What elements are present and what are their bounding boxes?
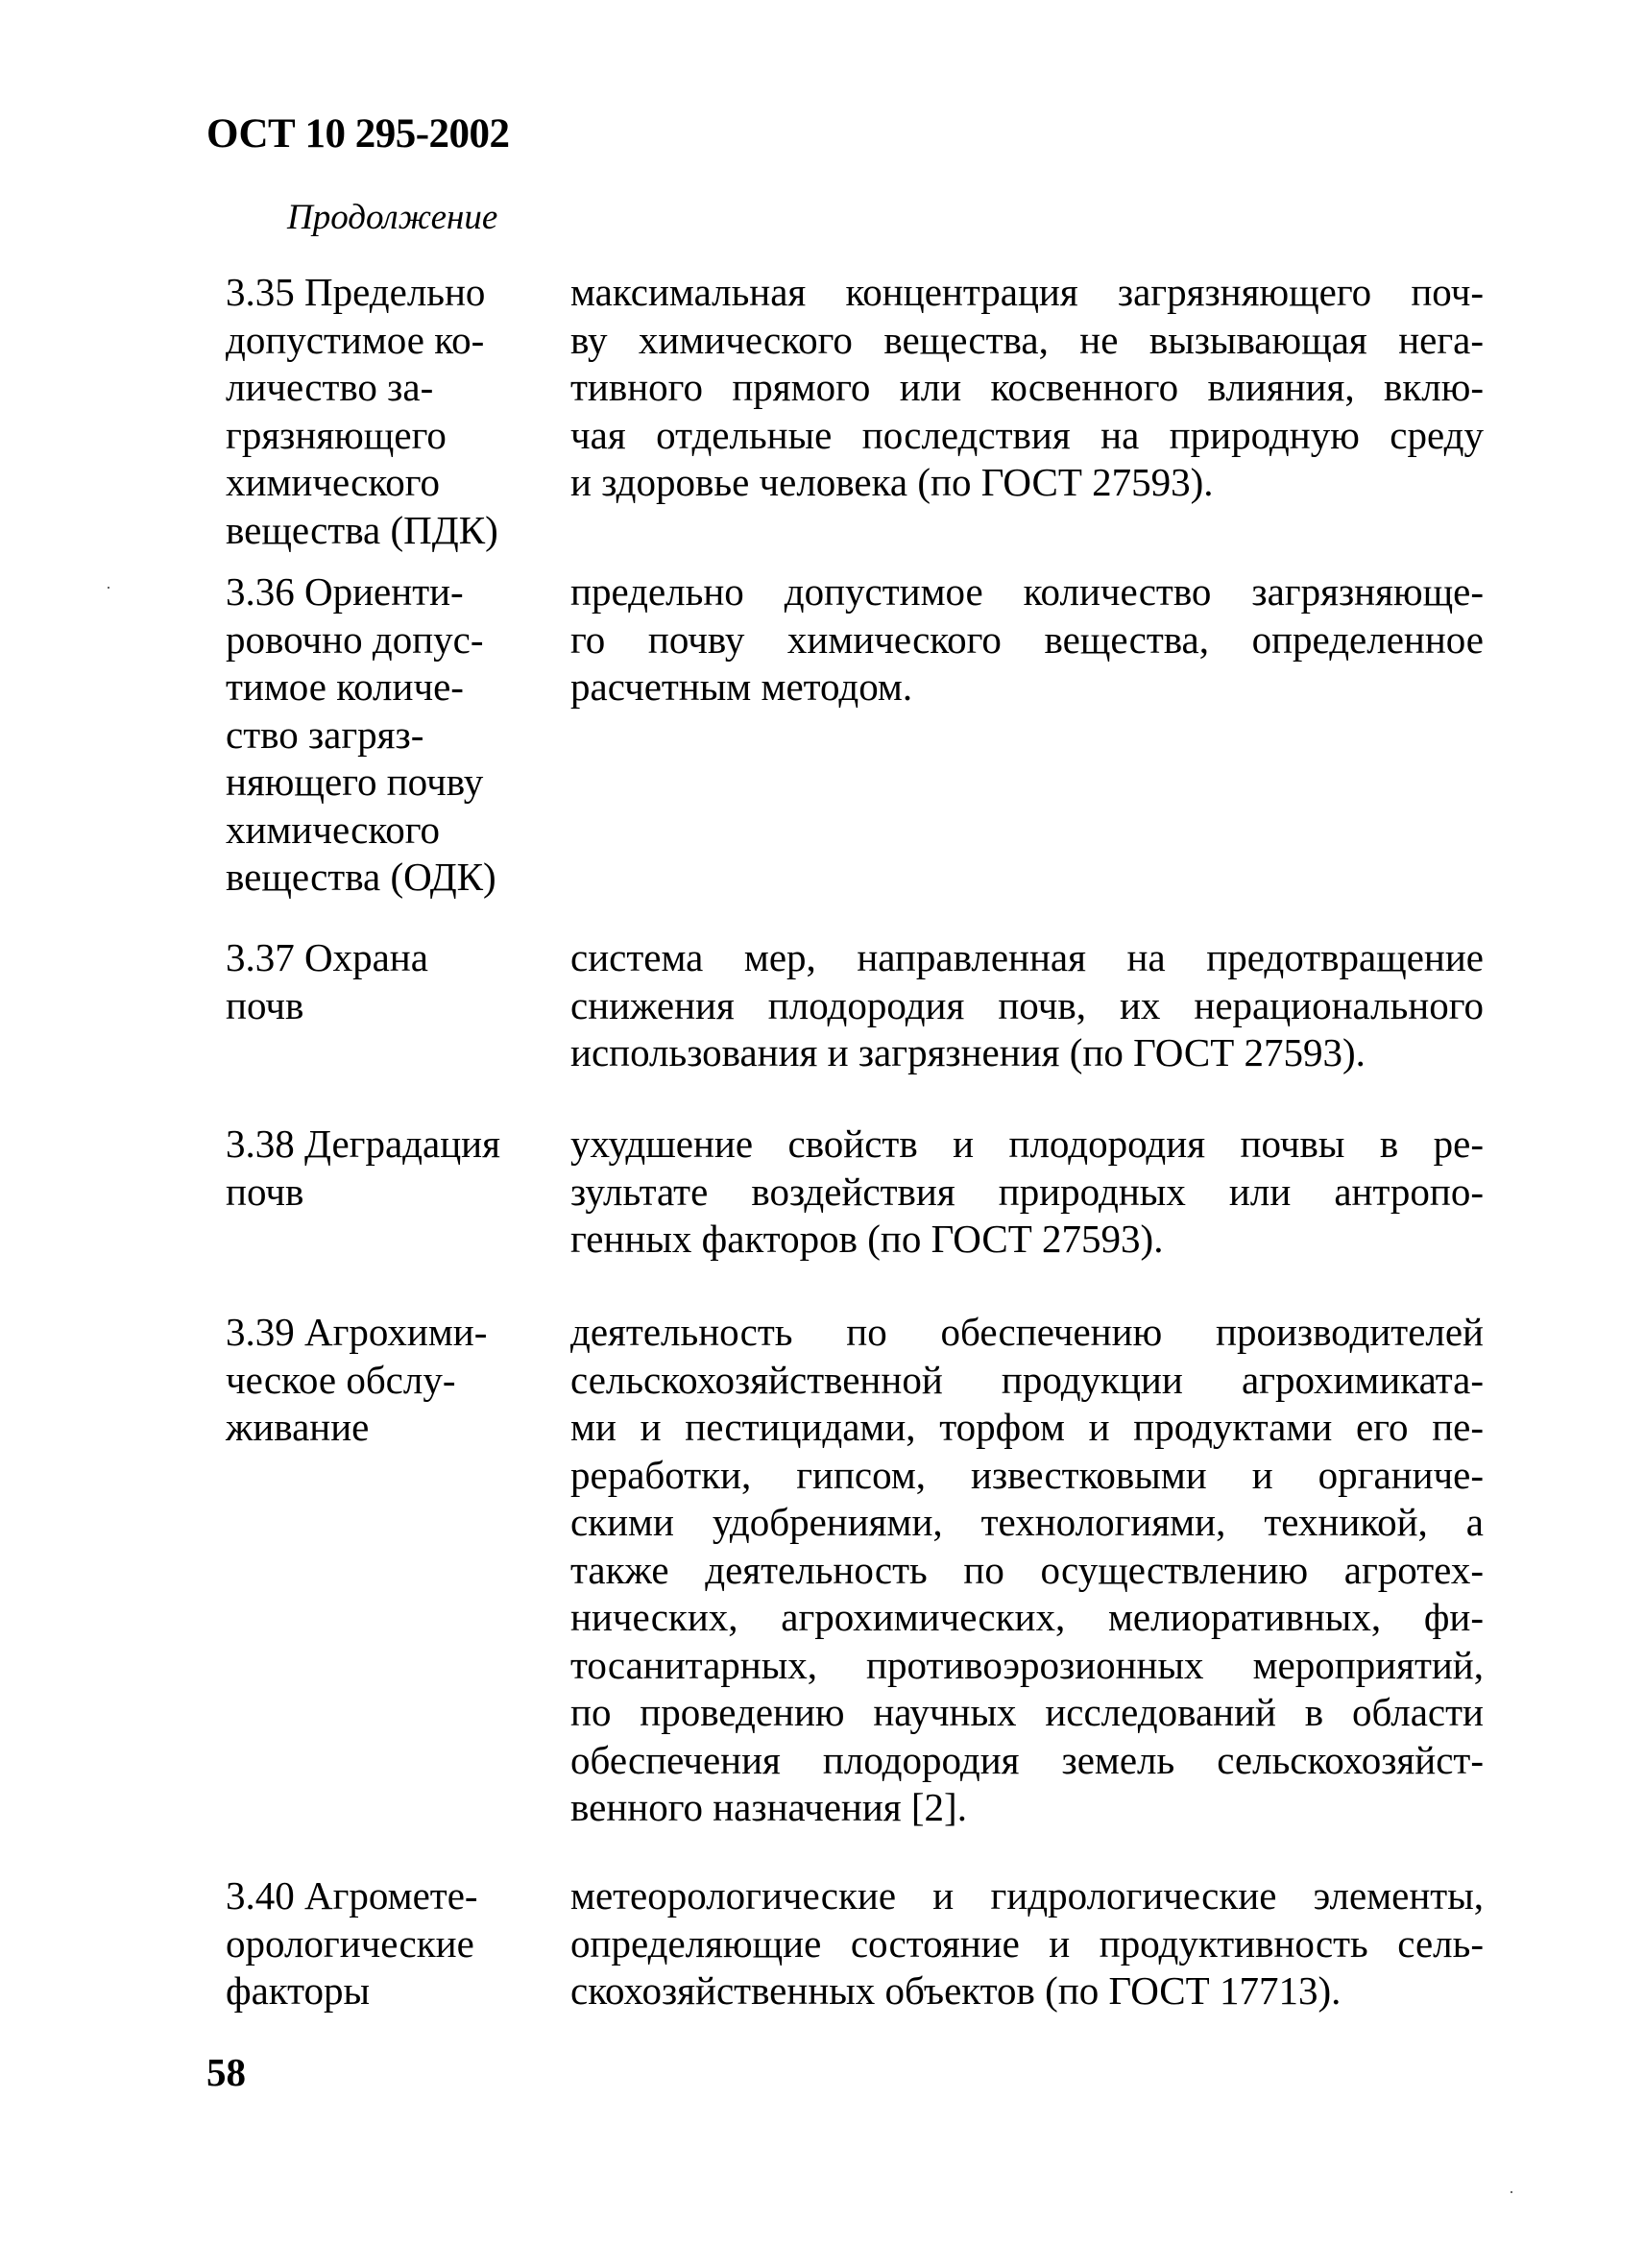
term-line: вещества (ПДК) [226,507,498,552]
term-name [226,1309,543,1452]
definition-line: расчетным методом. [570,664,913,709]
term-line: грязняющего [226,412,447,457]
term-line: допустимое ко- [226,317,485,362]
term-line: 3.35 Предельно [226,270,486,314]
term-line: личество за- [226,365,434,409]
definition-line: и здоровье человека (по ГОСТ 27593). [570,460,1214,504]
definition-line: также деятельность по осуществлению агротех- [570,1547,1484,1592]
term-line: почв [226,1169,304,1214]
term-line: 3.39 Агрохими- [226,1310,488,1354]
definition-line: система мер, направленная на предотвращение [570,935,1484,979]
definition-line: генных факторов (по ГОСТ 27593). [570,1217,1164,1261]
definition-line: ми и пестицидами, торфом и продуктами его пе- [570,1405,1484,1449]
definition-line: деятельность по обеспечению производителей [570,1310,1484,1354]
definition-line: использования и загрязнения (по ГОСТ 27593). [570,1030,1366,1074]
definition-line: снижения плодородия почв, их нерационального [570,982,1484,1027]
term-name [226,934,543,1029]
term-name [226,568,543,902]
page-number: 58 [206,2050,246,2094]
term-definition [570,1872,1484,2015]
definition-line: метеорологические и гидрологические элементы, [570,1873,1484,1918]
definition-line: ухудшение свойств и плодородия почвы в ре- [570,1122,1484,1166]
document-code: ОСТ 10 295-2002 [206,111,510,157]
definition-line: максимальная концентрация загрязняющего поч- [570,270,1484,314]
term-line: ство загряз- [226,712,424,757]
term-definition [570,1121,1484,1264]
definition-line: ву химического вещества, не вызывающая нега- [570,317,1484,362]
term-definition [570,934,1484,1077]
definition-line: обеспечения плодородия земель сельскохозяйст- [570,1737,1484,1782]
term-line: вещества (ОДК) [226,855,496,899]
term-line: химического [226,807,440,852]
definition-line: реработки, гипсом, известковыми и органиче- [570,1452,1484,1497]
definition-line: нических, агрохимических, мелиоративных, фи- [570,1595,1484,1639]
term-line: тимое количе- [226,664,464,709]
definition-line: го почву химического вещества, определенное [570,616,1484,662]
term-line: живание [226,1405,370,1449]
continuation-label: Продолжение [287,198,498,237]
definition-line: сельскохозяйственной продукции агрохимиката- [570,1357,1484,1402]
term-line: ровочно допус- [226,616,484,662]
term-line: 3.40 Агромете- [226,1873,478,1918]
term-line: 3.36 Ориенти- [226,569,464,614]
term-definition [570,568,1484,712]
term-name [226,269,543,554]
term-line: орологические [226,1920,474,1966]
definition-line: скохозяйственных объектов (по ГОСТ 17713). [570,1968,1342,2013]
term-line: почв [226,982,304,1027]
scan-speck [1511,2191,1512,2193]
term-line: няющего почву [226,760,484,804]
definition-line: по проведению научных исследований в области [570,1690,1484,1734]
definition-line: венного назначения [2]. [570,1785,967,1829]
definition-line: тивного прямого или косвенного влияния, вклю- [570,365,1484,409]
term-name [226,1872,543,2015]
definition-line: зультате воздействия природных или антропо- [570,1169,1484,1214]
term-definition [570,1309,1484,1832]
term-line: химического [226,460,440,504]
definition-line: скими удобрениями, технологиями, техникой, а [570,1500,1484,1544]
definition-line: предельно допустимое количество загрязняюще- [570,569,1484,614]
definition-line: тосанитарных, противоэрозионных мероприятий, [570,1642,1484,1687]
term-line: 3.37 Охрана [226,935,428,979]
definition-line: чая отдельные последствия на природную среду [570,412,1484,457]
term-name [226,1121,543,1216]
term-definition [570,269,1484,507]
scan-speck [108,587,109,589]
term-line: 3.38 Деградация [226,1122,500,1166]
term-line: ческое обслу- [226,1357,456,1402]
term-line: факторы [226,1968,371,2013]
definition-line: определяющие состояние и продуктивность сель- [570,1920,1484,1966]
